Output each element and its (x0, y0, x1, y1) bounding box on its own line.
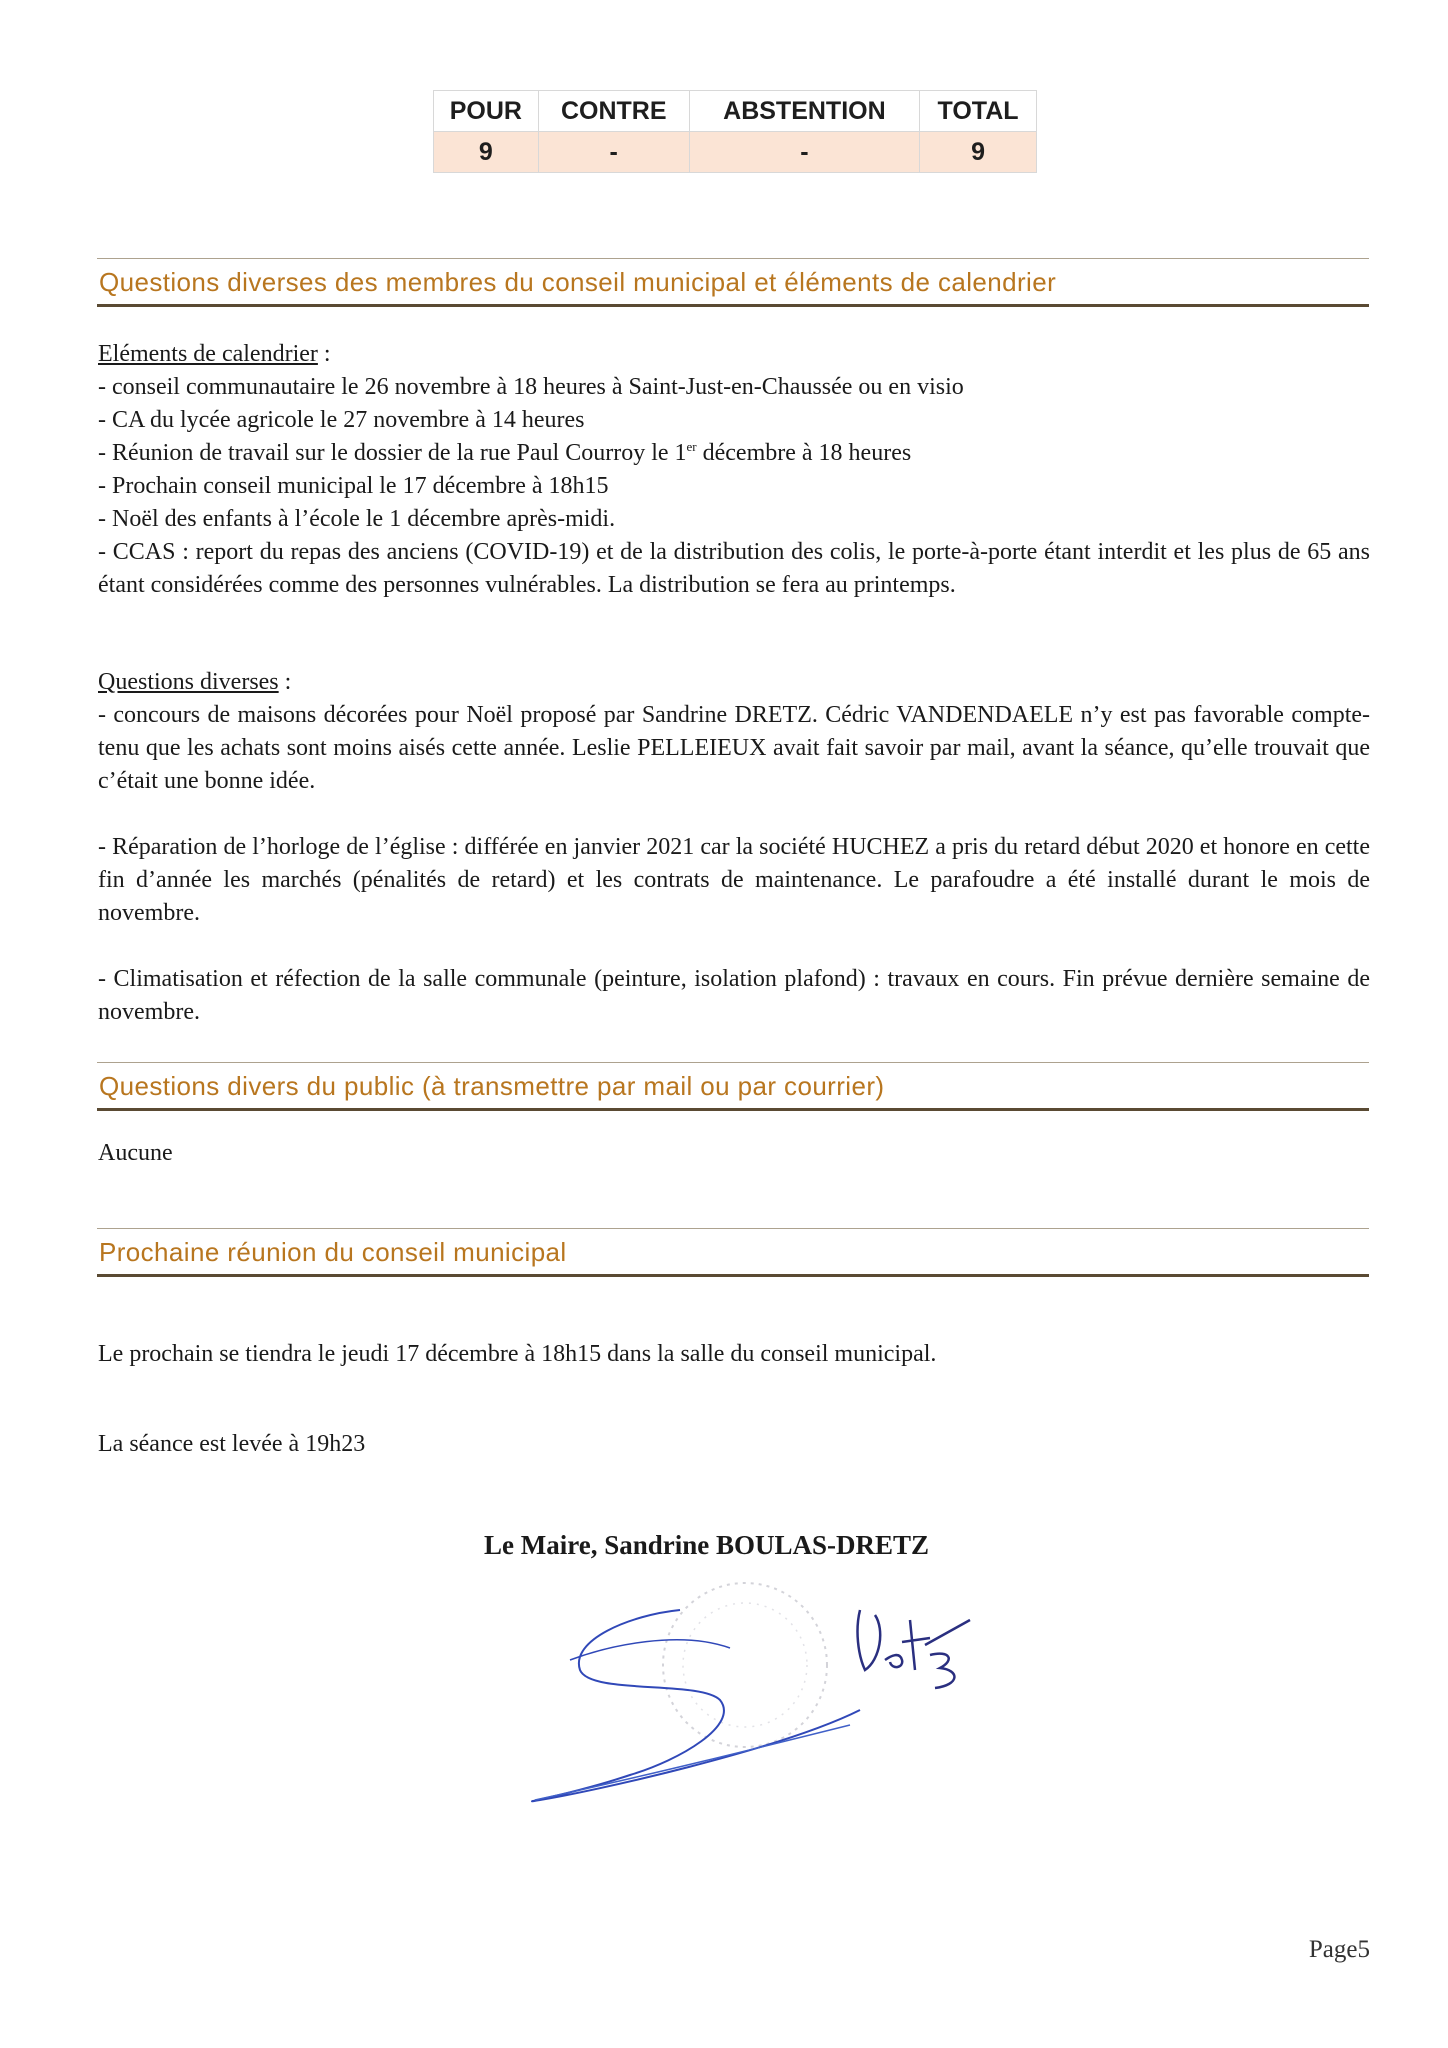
question-item: - concours de maisons décorées pour Noël proposé par Sandrine DRETZ. Cédric VANDENDAELE n’y est pas favorable compte-tenu que les achats sont moins aisés cette année. Leslie PELLEIEUX avait fait savoir par mail, avant la séance, qu’elle trouvait que c’était une bonne idée. (98, 702, 1370, 794)
public-questions-text (98, 1137, 1370, 1170)
section-rule-top (97, 1228, 1369, 1229)
signature-letter-e (885, 1655, 902, 1667)
question-item: - Réparation de l’horloge de l’église : différée en janvier 2021 car la société HUCHEZ a pris du retard début 2020 et honore en cette fin d’année les marchés (pénalités de retard) et les contrats de maintenance. Le parafoudre a été installé durant le mois de novembre. (98, 834, 1370, 926)
signature-and-stamp (530, 1560, 990, 1820)
vote-header-contre: CONTRE (538, 91, 689, 132)
section-title: Prochaine réunion du conseil municipal (99, 1237, 567, 1267)
questions-heading: Questions diverses (98, 669, 279, 695)
signature-label: Le Maire, Sandrine BOULAS-DRETZ (484, 1530, 930, 1560)
signature-initial-d (858, 1610, 881, 1670)
section-title: Questions divers du public (à transmettre par mail ou par courrier) (99, 1071, 885, 1101)
section-rule-bottom (97, 1274, 1369, 1277)
next-meeting-sentence: Le prochain se tiendra le jeudi 17 décembre à 18h15 dans la salle du conseil municipal. (98, 1341, 937, 1367)
vote-header-pour: POUR (434, 91, 539, 132)
calendar-item: - Noël des enfants à l’école le 1 décembre après-midi. (98, 506, 616, 532)
questions-block (98, 666, 1370, 1029)
page-number: Page5 (1308, 1936, 1370, 1963)
vote-value-total: 9 (920, 132, 1037, 173)
vote-header-row (434, 91, 1037, 132)
vote-value-pour: 9 (434, 132, 539, 173)
vote-table (433, 90, 1037, 173)
calendar-item-reunion (98, 437, 1370, 470)
stamp-circle (663, 1583, 827, 1747)
vote-value-contre: - (538, 132, 689, 173)
vote-header-abstention: ABSTENTION (689, 91, 919, 132)
public-questions-answer: Aucune (98, 1140, 173, 1166)
signature-stroke-loop (570, 1640, 730, 1660)
reunion-superscript: er (686, 439, 697, 454)
section-header-prochaine-reunion (97, 1228, 1369, 1277)
stamp-inner-circle (683, 1603, 807, 1727)
vote-value-row (434, 132, 1037, 173)
section-rule-bottom (97, 1108, 1369, 1111)
signature-letter-z (925, 1620, 970, 1688)
section-header-questions-public (97, 1062, 1369, 1111)
closing-sentence: La séance est levée à 19h23 (98, 1431, 366, 1457)
reunion-text-before: - Réunion de travail sur le dossier de la rue Paul Courroy le 1 (98, 440, 687, 466)
vote-value-abstention: - (689, 132, 919, 173)
section-rule-top (97, 258, 1369, 259)
section-rule-top (97, 1062, 1369, 1063)
section-header-questions-membres (97, 258, 1369, 307)
calendar-heading-line: Eléments de calendrier : (98, 341, 331, 367)
calendar-item: - conseil communautaire le 26 novembre à 18 heures à Saint-Just-en-Chaussée ou en visio (98, 374, 964, 400)
calendar-heading: Eléments de calendrier (98, 341, 318, 367)
closing-text (98, 1428, 1370, 1461)
calendar-item: - Prochain conseil municipal le 17 décembre à 18h15 (98, 473, 609, 499)
calendar-item: - CA du lycée agricole le 27 novembre à 14 heures (98, 407, 585, 433)
calendar-block (98, 338, 1370, 602)
vote-header-total: TOTAL (920, 91, 1037, 132)
section-rule-bottom (97, 304, 1369, 307)
reunion-text-after: décembre à 18 heures (696, 440, 912, 466)
section-title: Questions diverses des membres du conseil municipal et éléments de calendrier (99, 267, 1057, 297)
question-item: - Climatisation et réfection de la salle communale (peinture, isolation plafond) : travaux en cours. Fin prévue dernière semaine de novembre. (98, 966, 1370, 1025)
signature-stroke-main (532, 1610, 860, 1801)
calendar-item: - CCAS : report du repas des anciens (COVID-19) et de la distribution des colis, le porte-à-porte étant interdit et les plus de 65 ans étant considérées comme des personnes vulnérables. La distribution se fera au printemps. (98, 539, 1370, 598)
next-meeting-text (98, 1338, 1370, 1371)
questions-heading-line: Questions diverses : (98, 669, 292, 695)
signature-stroke-tail (535, 1725, 850, 1800)
